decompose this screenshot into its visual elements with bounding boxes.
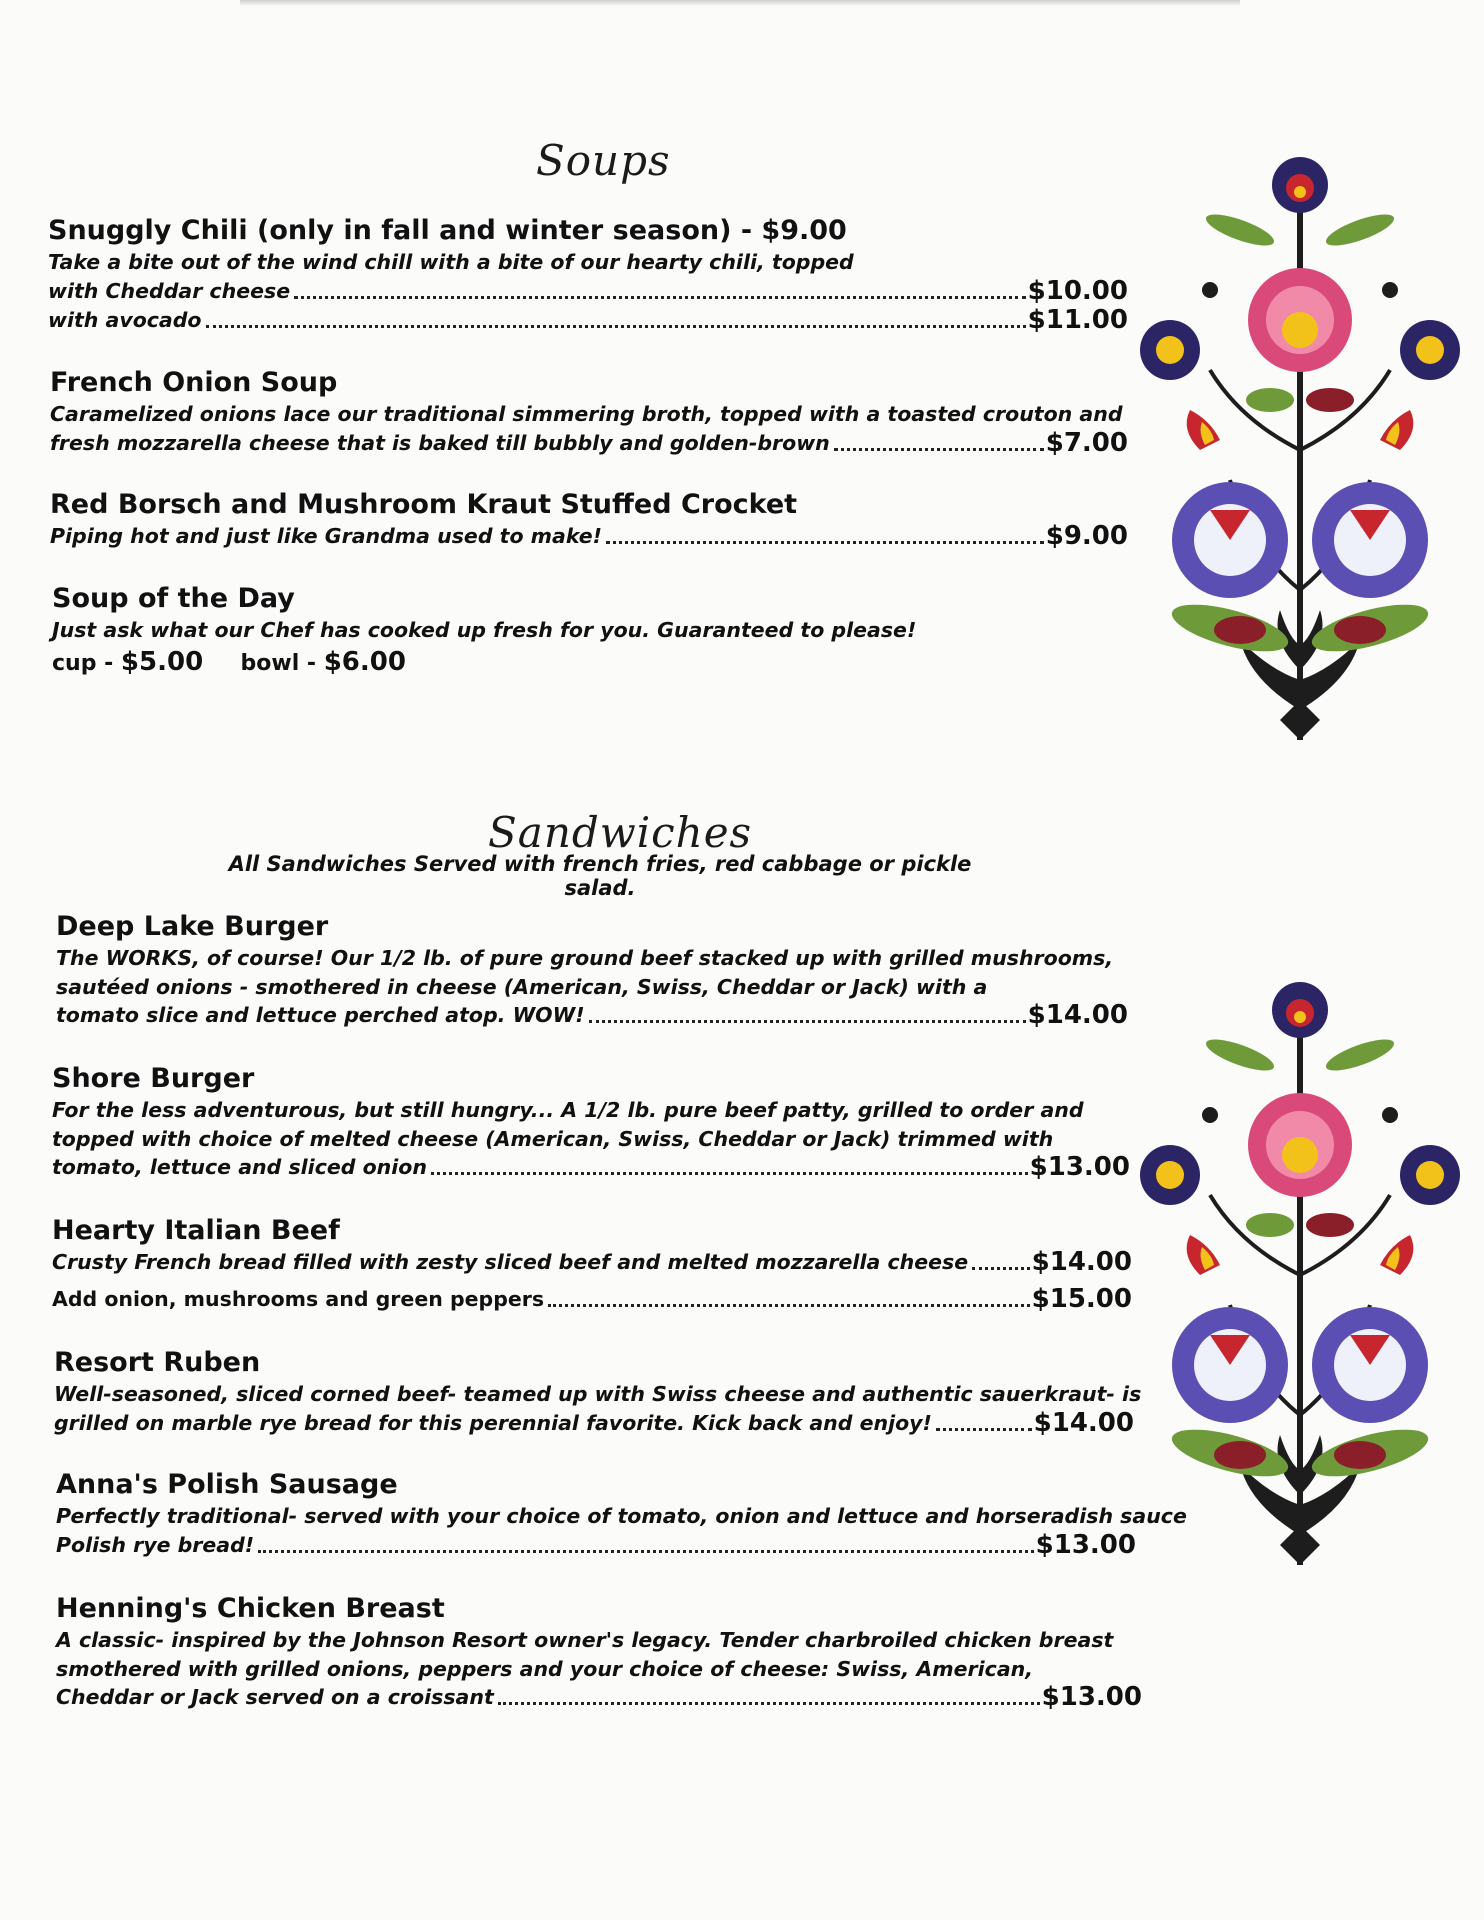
leader-dots xyxy=(431,1172,1028,1175)
menu-item-resort-ruben xyxy=(54,1346,1142,1438)
item-description: Well-seasoned, sliced corned beef- teamed up with Swiss cheese and authentic sauerkraut- is xyxy=(54,1382,1142,1406)
leader-dots xyxy=(936,1428,1032,1431)
menu-item-deep-lake-burger xyxy=(56,910,1128,1030)
row-text: Piping hot and just like Grandma used to make! xyxy=(50,524,603,548)
soups-title: Soups xyxy=(536,136,671,185)
item-name: Hearty Italian Beef xyxy=(52,1215,340,1246)
item-name: Snuggly Chili (only in fall and winter season) - $9.00 xyxy=(48,215,847,246)
page-top-edge xyxy=(240,0,1240,6)
item-description: Caramelized onions lace our traditional simmering broth, topped with a toasted crouton and xyxy=(50,402,1123,426)
price-row xyxy=(50,429,1128,458)
item-price: $13.00 xyxy=(1035,1529,1136,1560)
item-price: $13.00 xyxy=(1029,1152,1130,1182)
leader-dots xyxy=(972,1267,1030,1270)
bowl-label: bowl - xyxy=(240,650,317,676)
row-text: fresh mozzarella cheese that is baked till bubbly and golden-brown xyxy=(50,430,830,455)
folk-flower-ornament-icon xyxy=(1130,150,1470,770)
item-name: Resort Ruben xyxy=(54,1347,261,1378)
row-text: tomato, lettuce and sliced onion xyxy=(52,1155,427,1179)
sandwiches-title: Sandwiches xyxy=(488,808,753,857)
leader-dots xyxy=(589,1020,1026,1023)
folk-flower-ornament-icon xyxy=(1130,975,1470,1595)
item-description: For the less adventurous, but still hungry... A 1/2 lb. pure beef patty, grilled to order and xyxy=(52,1098,1084,1122)
item-name: Deep Lake Burger xyxy=(56,911,329,942)
menu-item-annas-polish-sausage xyxy=(56,1468,1187,1560)
menu-item-hennings-chicken-breast xyxy=(56,1592,1142,1712)
item-name: French Onion Soup xyxy=(50,367,338,398)
item-description: Take a bite out of the wind chill with a bite of our hearty chili, topped xyxy=(48,250,854,274)
item-description: sautéed onions - smothered in cheese (American, Swiss, Cheddar or Jack) with a xyxy=(56,974,988,999)
item-price: $9.00 xyxy=(1045,521,1128,551)
item-price: $15.00 xyxy=(1031,1284,1132,1314)
item-description: topped with choice of melted cheese (American, Swiss, Cheddar or Jack) trimmed with xyxy=(52,1126,1054,1151)
menu-item-soup-of-the-day xyxy=(52,582,1130,681)
row-text: Cheddar or Jack served on a croissant xyxy=(56,1685,494,1709)
item-price: $11.00 xyxy=(1027,304,1128,335)
item-name: Shore Burger xyxy=(52,1063,255,1094)
item-description: Perfectly traditional- served with your choice of tomato, onion and lettuce and horseradish sauce xyxy=(56,1504,1187,1528)
row-text: tomato slice and lettuce perched atop. WOW! xyxy=(56,1003,585,1027)
item-description: The WORKS, of course! Our 1/2 lb. of pure ground beef stacked up with grilled mushrooms, xyxy=(56,946,1114,970)
item-name: Anna's Polish Sausage xyxy=(56,1469,398,1500)
item-name: Soup of the Day xyxy=(52,583,295,614)
bowl-price: $6.00 xyxy=(323,646,406,677)
price-row xyxy=(54,1409,1134,1438)
sandwiches-subtitle: All Sandwiches Served with french fries, red cabbage or pickle salad. xyxy=(228,852,972,900)
row-text: with avocado xyxy=(48,307,202,332)
leader-dots xyxy=(258,1550,1034,1553)
item-description: Just ask what our Chef has cooked up fresh for you. Guaranteed to please! xyxy=(52,618,917,642)
item-name: Henning's Chicken Breast xyxy=(56,1593,445,1624)
menu-item-snuggly-chili xyxy=(48,214,1128,335)
cup-price: $5.00 xyxy=(120,646,204,677)
leader-dots xyxy=(294,296,1026,299)
leader-dots xyxy=(606,541,1044,544)
price-row xyxy=(56,1001,1128,1030)
item-price: $7.00 xyxy=(1045,427,1128,458)
item-description: A classic- inspired by the Johnson Resort owner's legacy. Tender charbroiled chicken breast xyxy=(56,1628,1114,1652)
price-row xyxy=(48,277,1128,306)
price-row xyxy=(52,1248,1132,1277)
price-row xyxy=(48,306,1128,335)
cup-bowl-prices xyxy=(52,645,1130,681)
leader-dots xyxy=(498,1702,1040,1705)
leader-dots xyxy=(206,325,1026,328)
menu-item-hearty-italian-beef xyxy=(52,1214,1132,1314)
item-price: $14.00 xyxy=(1027,1000,1128,1030)
price-row xyxy=(50,522,1128,551)
menu-item-shore-burger xyxy=(52,1062,1130,1182)
cup-label: cup - xyxy=(52,650,114,676)
item-price: $14.00 xyxy=(1031,1247,1132,1277)
leader-dots xyxy=(548,1304,1030,1307)
price-row xyxy=(52,1153,1130,1182)
row-text: with Cheddar cheese xyxy=(48,278,291,303)
price-row xyxy=(56,1683,1142,1712)
row-text: Add onion, mushrooms and green peppers xyxy=(52,1287,545,1311)
row-text: Polish rye bread! xyxy=(56,1532,255,1557)
row-text: Crusty French bread filled with zesty sliced beef and melted mozzarella cheese xyxy=(52,1250,969,1274)
price-row xyxy=(52,1285,1132,1314)
item-name: Red Borsch and Mushroom Kraut Stuffed Crocket xyxy=(50,489,798,520)
item-price: $14.00 xyxy=(1033,1407,1134,1438)
item-description: smothered with grilled onions, peppers and your choice of cheese: Swiss, American, xyxy=(56,1656,1034,1681)
item-price: $10.00 xyxy=(1027,275,1128,306)
menu-item-red-borsch xyxy=(50,488,1128,551)
leader-dots xyxy=(834,448,1044,451)
row-text: grilled on marble rye bread for this perennial favorite. Kick back and enjoy! xyxy=(54,1410,932,1435)
menu-item-french-onion-soup xyxy=(50,366,1128,458)
item-price: $13.00 xyxy=(1041,1682,1142,1712)
price-row xyxy=(56,1531,1136,1560)
